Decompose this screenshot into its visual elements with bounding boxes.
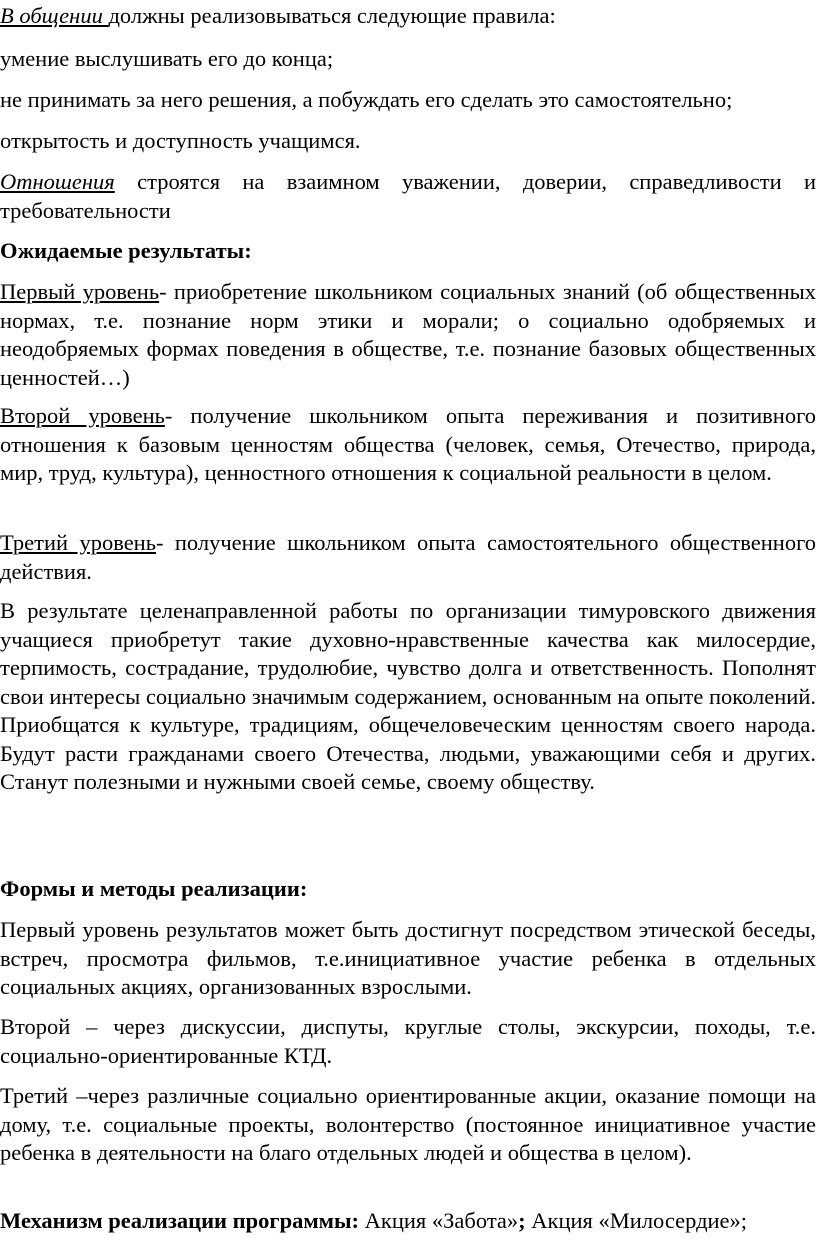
- paragraph-communication-rules: [0, 2, 816, 31]
- paragraph-second-level-methods: Второй – через дискуссии, диспуты, круглые столы, экскурсии, походы, т.е. социально-ориентированные КТД.: [0, 1014, 816, 1068]
- paragraph-text: - получение школьником опыта переживания и позитивного отношения к базовым ценностям общества (человек, семья, Отечество, природа, мир, труд, культура), ценностного отношения к социальной реальности в целом.: [0, 403, 816, 485]
- paragraph-text: Акция «Забота»: [359, 1208, 519, 1233]
- rule-openness: открытость и доступность учащимся.: [0, 128, 361, 153]
- paragraph-first-level-methods: Первый уровень результатов может быть достигнут посредством этической беседы, встреч, просмотра фильмов, т.е.инициативное участие ребенка в отдельных социальных акциях, организованных взрослыми.: [0, 917, 816, 999]
- paragraph-text: - приобретение школьником социальных знаний (об общественных нормах, т.е. познание норм этики и морали; о социально одобряемых и неодобряемых формах поведения в обществе, т.е. познание базовых общественных ценностей…): [0, 279, 816, 390]
- term-level-one: Первый уровень: [0, 279, 160, 304]
- paragraph-outcomes: В результате целенаправленной работы по организации тимуровского движения учащиеся приобретут такие духовно-нравственные качества как милосердие, терпимость, сострадание, трудолюбие, чувство долга и ответственность. Пополнят свои интересы социально значимым содержанием, основанным на опыте поколений. Приобщатся к культуре, традициям, общечеловеческим ценностям своего народа. Будут расти гражданами своего Отечества, людьми, уважающими себя и других. Станут полезными и нужными своей семье, своему обществу.: [0, 598, 816, 794]
- paragraph-text: должны реализовываться следующие правила:: [108, 3, 556, 28]
- paragraph-third-level-methods: Третий –через различные социально ориентированные акции, оказание помощи на дому, т.е. социальные проекты, волонтерство (постоянное инициативное участие ребенка в деятельности на благо отдельных людей и общества в целом).: [0, 1083, 816, 1165]
- term-communication: В общении: [0, 3, 109, 28]
- paragraph-level-three: [0, 529, 816, 586]
- term-mechanism: Механизм реализации программы:: [0, 1208, 360, 1233]
- term-level-three: Третий уровень: [0, 530, 156, 555]
- paragraph-level-two: [0, 402, 816, 488]
- semicolon: ;: [518, 1208, 526, 1233]
- paragraph-level-one: [0, 278, 816, 392]
- heading-forms-methods: Формы и методы реализации:: [0, 876, 308, 901]
- rule-listen: умение выслушивать его до конца;: [0, 46, 334, 71]
- heading-expected-results: Ожидаемые результаты:: [0, 238, 252, 263]
- rule-no-decisions: не принимать за него решения, а побуждать его сделать это самостоятельно;: [0, 87, 733, 112]
- paragraph-relations: [0, 168, 816, 225]
- paragraph-mechanism: [0, 1207, 816, 1236]
- paragraph-text-2: Акция «Милосердие»;: [525, 1208, 748, 1233]
- paragraph-text: - получение школьником опыта самостоятельного общественного действия.: [0, 530, 816, 584]
- paragraph-text: строятся на взаимном уважении, доверии, справедливости и требовательности: [0, 169, 816, 223]
- term-level-two: Второй уровень: [0, 403, 165, 428]
- term-relations: Отношения: [0, 169, 115, 194]
